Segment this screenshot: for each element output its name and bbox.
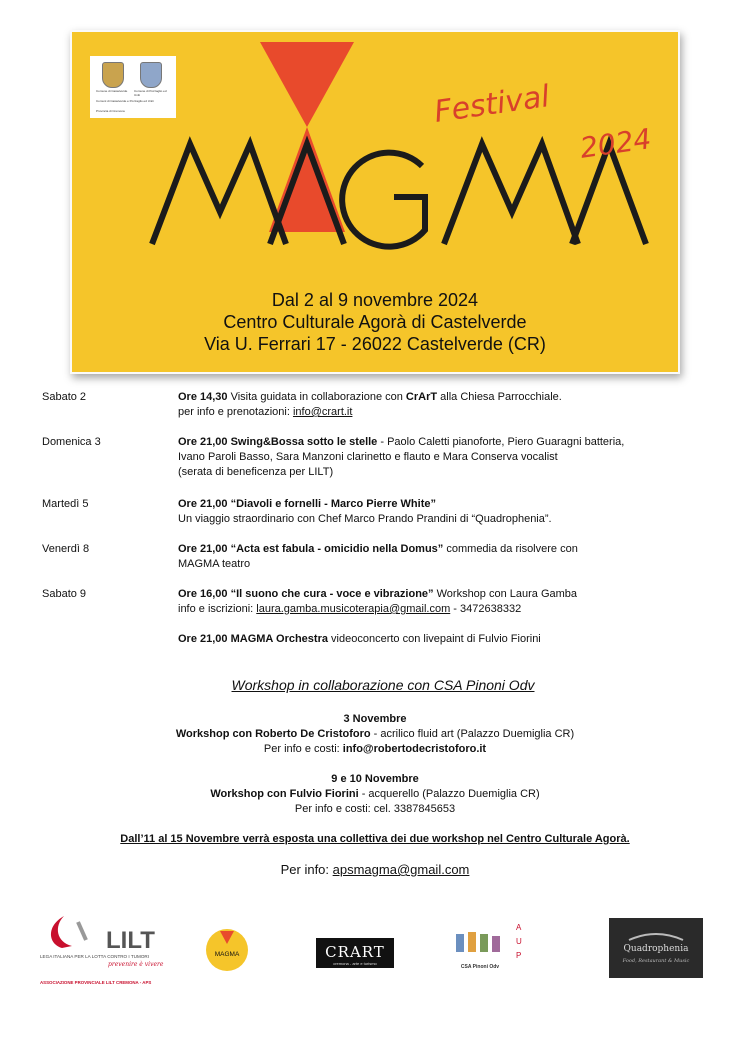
schedule-details (178, 587, 738, 617)
schedule-day: Sabato 9 (42, 588, 87, 600)
text-run: Ore 21,00 Swing&Bossa sotto le stelle (178, 436, 378, 448)
text-run: MAGMA teatro (178, 558, 251, 570)
festival-venue: Centro Culturale Agorà di Castelverde (223, 312, 527, 332)
workshop-line (0, 787, 750, 802)
detail-line (178, 632, 738, 647)
schedule-day: Sabato 2 (42, 391, 87, 403)
text-run: Un viaggio straordinario con Chef Marco Prando Prandini di “Quadrophenia”. (178, 513, 552, 525)
text-run: Ore 21,00 “Acta est fabula - omicidio nella Domus” (178, 543, 444, 555)
quadrophenia-logo (609, 918, 703, 978)
workshop-line (0, 727, 750, 742)
detail-line (178, 450, 738, 465)
municipal-text-3: Comuni di Castelverde e Pozzaglio ed Uniti (96, 99, 154, 103)
lilt-logo-graphic (38, 912, 188, 992)
email-link[interactable]: info@crart.it (292, 406, 353, 418)
municipal-text-4: Provincia di Cremona (96, 109, 125, 113)
text-run: - acrilico fluid art (Palazzo Duemiglia CR) (370, 728, 575, 740)
csa-letter: A (516, 923, 522, 932)
csa-letter: P (516, 951, 522, 960)
schedule-details (178, 435, 738, 480)
lilt-tagline: LEGA ITALIANA PER LA LOTTA CONTRO I TUMORI (40, 954, 149, 959)
crart-sub: cremona - arte e turismo (333, 961, 377, 966)
letter-g (342, 153, 425, 247)
detail-line (178, 512, 738, 527)
text-run: Workshop con Fulvio Fiorini (210, 788, 359, 800)
magma-round-logo-graphic (205, 928, 249, 972)
contact-line (0, 862, 750, 877)
festival-banner (70, 30, 680, 374)
contact-label: Per info: (280, 862, 333, 877)
detail-line (178, 390, 738, 405)
text-run: - acquerello (Palazzo Duemiglia CR) (358, 788, 540, 800)
festival-address: Via U. Ferrari 17 - 26022 Castelverde (CR) (204, 334, 546, 354)
quadrophenia-sub: Food, Restaurant & Music (622, 958, 690, 964)
letter-m2 (444, 144, 578, 244)
letter-m1 (152, 144, 286, 244)
text-run: info@robertodecristoforo.it (342, 743, 487, 755)
detail-line (178, 557, 738, 572)
text-run: alla Chiesa Parrocchiale. (437, 391, 562, 403)
magma-logo-text: MAGMA (214, 951, 240, 958)
detail-line (178, 587, 738, 602)
text-run: videoconcerto con livepaint di Fulvio Fiorini (327, 633, 541, 645)
lilt-figure-icon (51, 916, 72, 948)
schedule-day: Domenica 3 (42, 436, 101, 448)
text-run: (serata di beneficenza per LILT) (178, 466, 334, 478)
workshop-info (0, 802, 750, 817)
festival-year: 2024 (578, 122, 654, 165)
detail-line (178, 465, 738, 480)
magma-round-logo (205, 928, 249, 972)
lilt-logo (38, 912, 188, 992)
text-run: Workshop con Roberto De Cristoforo (175, 728, 371, 740)
exhibition-notice: Dall’11 al 15 Novembre verrà esposta una collettiva dei due workshop nel Centro Culturale Agorà. (120, 833, 630, 845)
festival-label: Festival (432, 79, 552, 130)
text-run: - Paolo Caletti pianoforte, Piero Guaragni batteria, (377, 436, 625, 448)
email-link[interactable]: laura.gamba.musicoterapia@gmail.com (256, 603, 451, 615)
lilt-slogan: prevenire è vivere (108, 961, 164, 968)
schedule-details (178, 497, 738, 527)
schedule-details (178, 542, 738, 572)
workshop-section-title: Workshop in collaborazione con CSA Pinoni Odv (231, 677, 535, 693)
detail-line (178, 405, 738, 420)
csa-label: CSA Pinoni Odv (460, 964, 500, 970)
crart-logo-graphic (316, 938, 394, 968)
text-run: Visita guidata in collaborazione con (227, 391, 406, 403)
quadrophenia-name: Quadrophenia (623, 944, 689, 954)
hourglass-top (260, 42, 354, 127)
workshop-date: 9 e 10 Novembre (331, 773, 419, 785)
csa-person-icon (468, 932, 476, 952)
csa-letter: U (516, 937, 522, 946)
detail-line (178, 435, 738, 450)
text-run: Ore 14,30 (178, 391, 228, 403)
text-run: Ore 21,00 “Diavoli e fornelli - Marco Pierre White” (178, 498, 436, 510)
detail-line (178, 542, 738, 557)
workshop-info (0, 742, 750, 757)
text-run: Ore 16,00 “Il suono che cura - voce e vibrazione” (178, 588, 434, 600)
schedule-details (178, 390, 738, 420)
csa-logo-graphic (446, 920, 526, 980)
detail-line (178, 497, 738, 512)
schedule-day: Martedì 5 (42, 498, 89, 510)
text-run: Per info e costi: (263, 743, 343, 755)
text-run: Ore 21,00 MAGMA Orchestra (178, 633, 328, 645)
csa-person-icon (456, 934, 464, 952)
csa-person-icon (480, 934, 488, 952)
municipal-text-2: Comune di Pozzaglio ed Uniti (134, 89, 167, 97)
csa-person-icon (492, 936, 500, 952)
text-run: Ivano Paroli Basso, Sara Manzoni clarinetto e flauto e Mara Conserva vocalist (178, 451, 558, 463)
municipal-text-1: Comune di Castelverde (96, 89, 128, 93)
text-run: CrArT (405, 391, 438, 403)
quadrophenia-logo-graphic (609, 918, 703, 978)
lilt-name: LILT (106, 927, 155, 954)
text-run: Workshop con Laura Gamba (433, 588, 578, 600)
schedule-day: Venerdì 8 (42, 543, 90, 555)
csa-pinoni-logo (446, 920, 526, 980)
festival-dates: Dal 2 al 9 novembre 2024 (271, 290, 479, 310)
crart-logo (316, 938, 394, 968)
text-run: info e iscrizioni: (178, 603, 257, 615)
text-run: Per info e costi: cel. 3387845653 (294, 803, 456, 815)
text-run: commedia da risolvere con (443, 543, 578, 555)
text-run: - 3472638332 (450, 603, 522, 615)
lilt-association: ASSOCIAZIONE PROVINCIALE LILT CREMONA - APS (40, 980, 152, 985)
schedule-details (178, 632, 738, 647)
crart-name: CRART (325, 943, 385, 961)
contact-email-link[interactable]: apsmagma@gmail.com (332, 862, 470, 877)
lilt-figure-arm-icon (78, 922, 86, 940)
workshop-date: 3 Novembre (343, 713, 407, 725)
text-run: per info e prenotazioni: (178, 406, 293, 418)
detail-line (178, 602, 738, 617)
